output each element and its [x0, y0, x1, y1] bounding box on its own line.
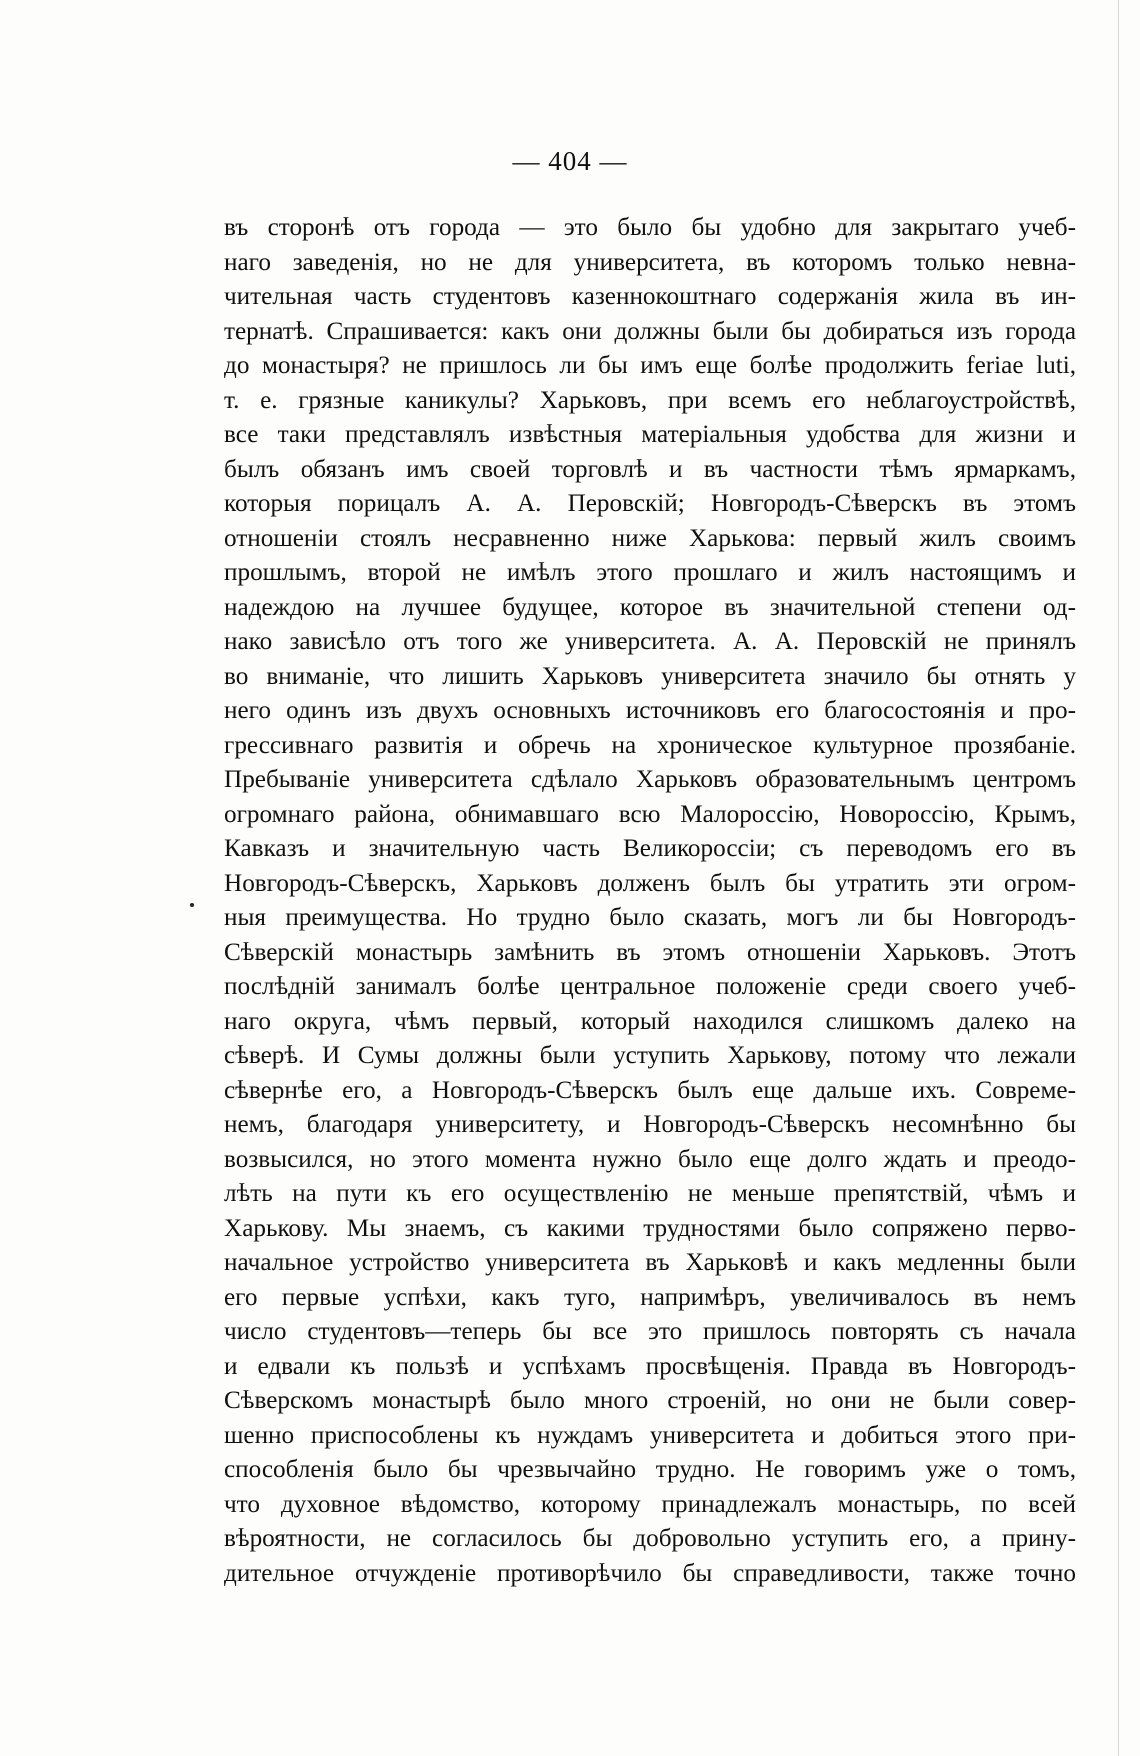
text-line: что духовное вѣдомство, которому принадлежалъ монастырь, по всей	[224, 1490, 1076, 1518]
scan-edge-line	[1118, 0, 1119, 1756]
text-line: сѣверѣ. И Сумы должны были уступить Харькову, потому что лежали	[224, 1042, 1076, 1069]
text-line: лѣть на пути къ его осуществленію не меньше препятствій, чѣмъ и	[224, 1180, 1076, 1207]
text-line: былъ обязанъ имъ своей торговлѣ и въ частности тѣмъ ярмаркамъ,	[224, 455, 1076, 483]
text-line: возвысился, но этого момента нужно было еще долго ждать и преодо-	[224, 1145, 1076, 1173]
text-line: начальное устройство университета въ Харьковѣ и какъ медленны были	[224, 1249, 1076, 1276]
text-line: него одинъ изъ двухъ основныхъ источниковъ его благосостоянія и про-	[224, 697, 1076, 724]
text-line: огромнаго района, обнимавшаго всю Малороссію, Новороссію, Крымъ,	[224, 800, 1076, 828]
text-line: шенно приспособлены къ нуждамъ университета и добиться этого при-	[224, 1421, 1076, 1449]
text-line: чительная часть студентовъ казеннокоштнаго содержанія жила въ ин-	[224, 283, 1076, 310]
body-text	[224, 211, 1076, 1591]
text-line: послѣдній занималъ болѣе центральное положеніе среди своего учеб-	[224, 973, 1076, 1000]
text-line: до монастыря? не пришлось ли бы имъ еще болѣе продолжить feriae luti,	[224, 352, 1076, 379]
text-line: нако зависѣло отъ того же университета. А. А. Перовскій не принялъ	[224, 628, 1076, 655]
text-line: во вниманіе, что лишить Харьковъ университета значило бы отнять у	[224, 662, 1076, 690]
text-line: тернатѣ. Спрашивается: какъ они должны были бы добираться изъ города	[224, 317, 1076, 345]
page-number: — 404 —	[512, 146, 628, 176]
text-line: прошлымъ, второй не имѣлъ этого прошлаго и жилъ настоящимъ и	[224, 559, 1076, 586]
text-line: сѣвернѣе его, а Новгородъ-Сѣверскъ былъ еще дальше ихъ. Совреме-	[224, 1076, 1076, 1104]
text-line: Пребываніе университета сдѣлало Харьковъ образовательнымъ центромъ	[224, 766, 1076, 793]
text-line: все таки представлялъ извѣстныя матеріальныя удобства для жизни и	[224, 421, 1076, 448]
text-line: его первые успѣхи, какъ туго, напримѣръ, увеличивалось въ немъ	[224, 1283, 1076, 1311]
text-line: число студентовъ—теперь бы все это пришлось повторять съ начала	[224, 1318, 1076, 1345]
margin-mark	[190, 903, 194, 907]
text-line: способленія было бы чрезвычайно трудно. Не говоримъ уже о томъ,	[224, 1456, 1076, 1483]
text-line: вѣроятности, не согласилось бы добровольно уступить его, а прину-	[224, 1525, 1076, 1552]
text-line: т. е. грязные каникулы? Харьковъ, при всемъ его неблагоустройствѣ,	[224, 386, 1076, 414]
text-line: наго округа, чѣмъ первый, который находился слишкомъ далеко на	[224, 1007, 1076, 1035]
text-line: ныя преимущества. Но трудно было сказать, могъ ли бы Новгородъ-	[224, 904, 1076, 931]
text-line: Сѣверскій монастырь замѣнить въ этомъ отношеніи Харьковъ. Этотъ	[224, 938, 1076, 966]
text-line: отношеніи стоялъ несравненно ниже Харькова: первый жилъ своимъ	[224, 524, 1076, 552]
text-line: Кавказъ и значительную часть Великороссіи; съ переводомъ его въ	[224, 835, 1076, 862]
text-line: наго заведенія, но не для университета, въ которомъ только невна-	[224, 248, 1076, 276]
text-line: надеждою на лучшее будущее, которое въ значительной степени од-	[224, 593, 1076, 621]
text-line: грессивнаго развитія и обречь на хроническое культурное прозябаніе.	[224, 731, 1076, 759]
text-line: Харькову. Мы знаемъ, съ какими трудностями было сопряжено перво-	[224, 1214, 1076, 1242]
text-line: и едвали къ пользѣ и успѣхамъ просвѣщенія. Правда въ Новгородъ-	[224, 1352, 1076, 1380]
text-line: Новгородъ-Сѣверскъ, Харьковъ долженъ былъ бы утратить эти огром-	[224, 869, 1076, 897]
text-line: немъ, благодаря университету, и Новгородъ-Сѣверскъ несомнѣнно бы	[224, 1111, 1076, 1138]
text-line: дительное отчужденіе противорѣчило бы справедливости, также точно	[224, 1559, 1076, 1587]
text-line: которыя порицалъ А. А. Перовскій; Новгородъ-Сѣверскъ въ этомъ	[224, 490, 1076, 517]
text-line: въ сторонѣ отъ города — это было бы удобно для закрытаго учеб-	[224, 214, 1076, 241]
text-line: Сѣверскомъ монастырѣ было много строеній, но они не были совер-	[224, 1387, 1076, 1414]
